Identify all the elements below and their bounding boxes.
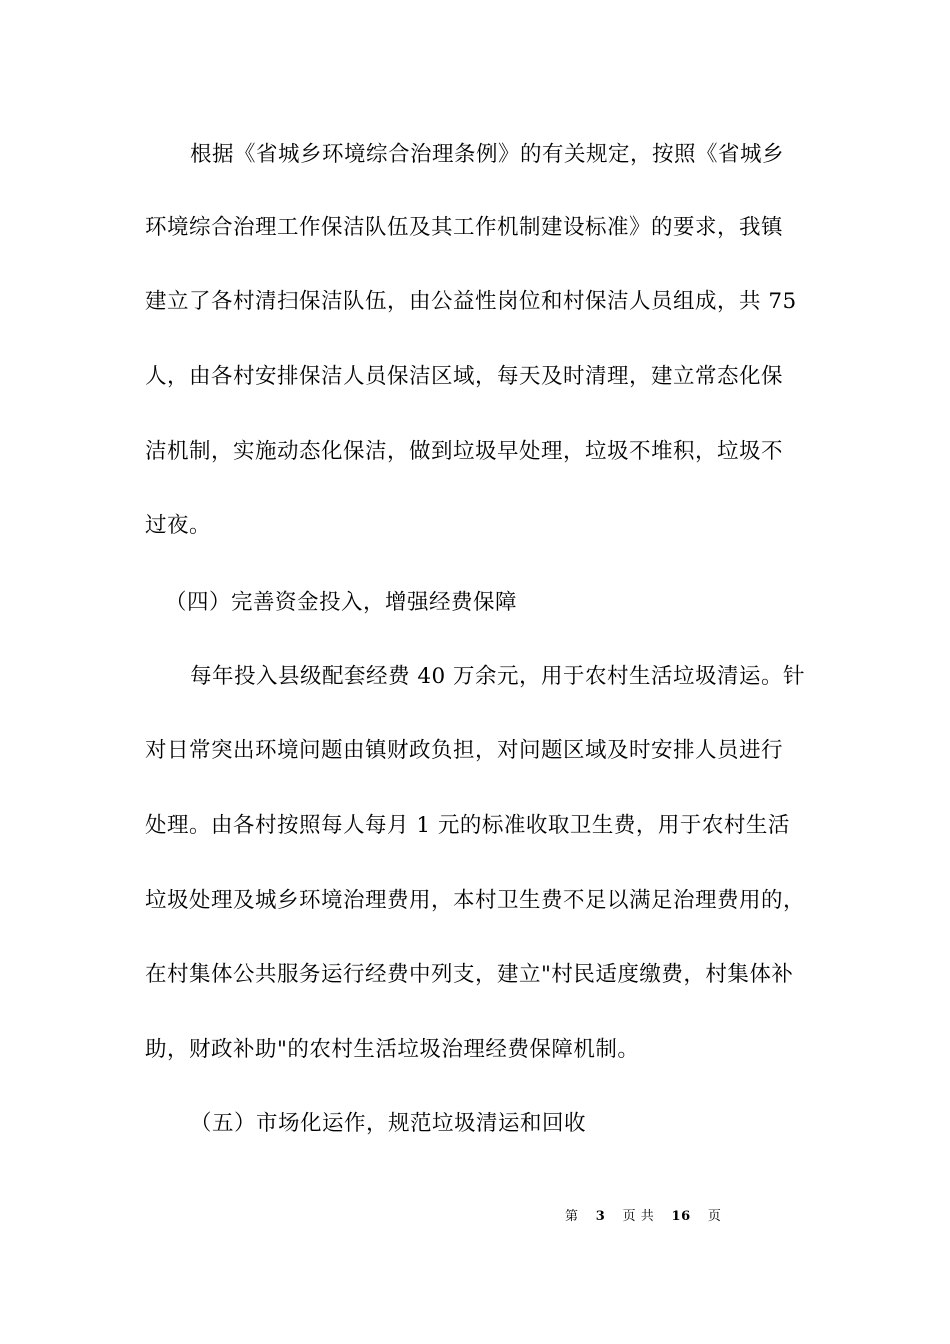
- paragraph-2-line-6: 助，财政补助"的农村生活垃圾治理经费保障机制。: [145, 1037, 640, 1062]
- footer-current-page: 3: [595, 1209, 606, 1224]
- paragraph-2-line-5: 在村集体公共服务运行经费中列支，建立"村民适度缴费，村集体补: [145, 962, 794, 987]
- paragraph-1-line-6: 过夜。: [145, 513, 212, 538]
- footer-prefix: 第: [565, 1209, 579, 1224]
- section-heading-4: （四）完善资金投入，增强经费保障: [165, 590, 518, 615]
- paragraph-1-line-1: 根据《省城乡环境综合治理条例》的有关规定，按照《省城乡: [190, 142, 785, 167]
- paragraph-2-line-4: 垃圾处理及城乡环境治理费用，本村卫生费不足以满足治理费用的，: [145, 888, 806, 913]
- paragraph-2-line-2: 对日常突出环境问题由镇财政负担，对问题区域及时安排人员进行: [145, 738, 784, 763]
- paragraph-2-line-1: 每年投入县级配套经费 40 万余元，用于农村生活垃圾清运。针: [190, 664, 806, 689]
- paragraph-1-line-5: 洁机制，实施动态化保洁，做到垃圾早处理，垃圾不堆积，垃圾不: [145, 439, 784, 464]
- paragraph-1-line-3: 建立了各村清扫保洁队伍，由公益性岗位和村保洁人员组成，共 75: [145, 289, 797, 314]
- footer-middle: 页 共: [622, 1209, 655, 1224]
- paragraph-2-line-3: 处理。由各村按照每人每月 1 元的标准收取卫生费，用于农村生活: [145, 813, 790, 838]
- paragraph-1-line-4: 人，由各村安排保洁人员保洁区域，每天及时清理，建立常态化保: [145, 364, 784, 389]
- paragraph-1-line-2: 环境综合治理工作保洁队伍及其工作机制建设标准》的要求，我镇: [145, 215, 784, 240]
- footer-suffix: 页: [707, 1209, 722, 1224]
- section-heading-5: （五）市场化运作，规范垃圾清运和回收: [190, 1111, 587, 1136]
- footer-total-pages: 16: [671, 1209, 691, 1224]
